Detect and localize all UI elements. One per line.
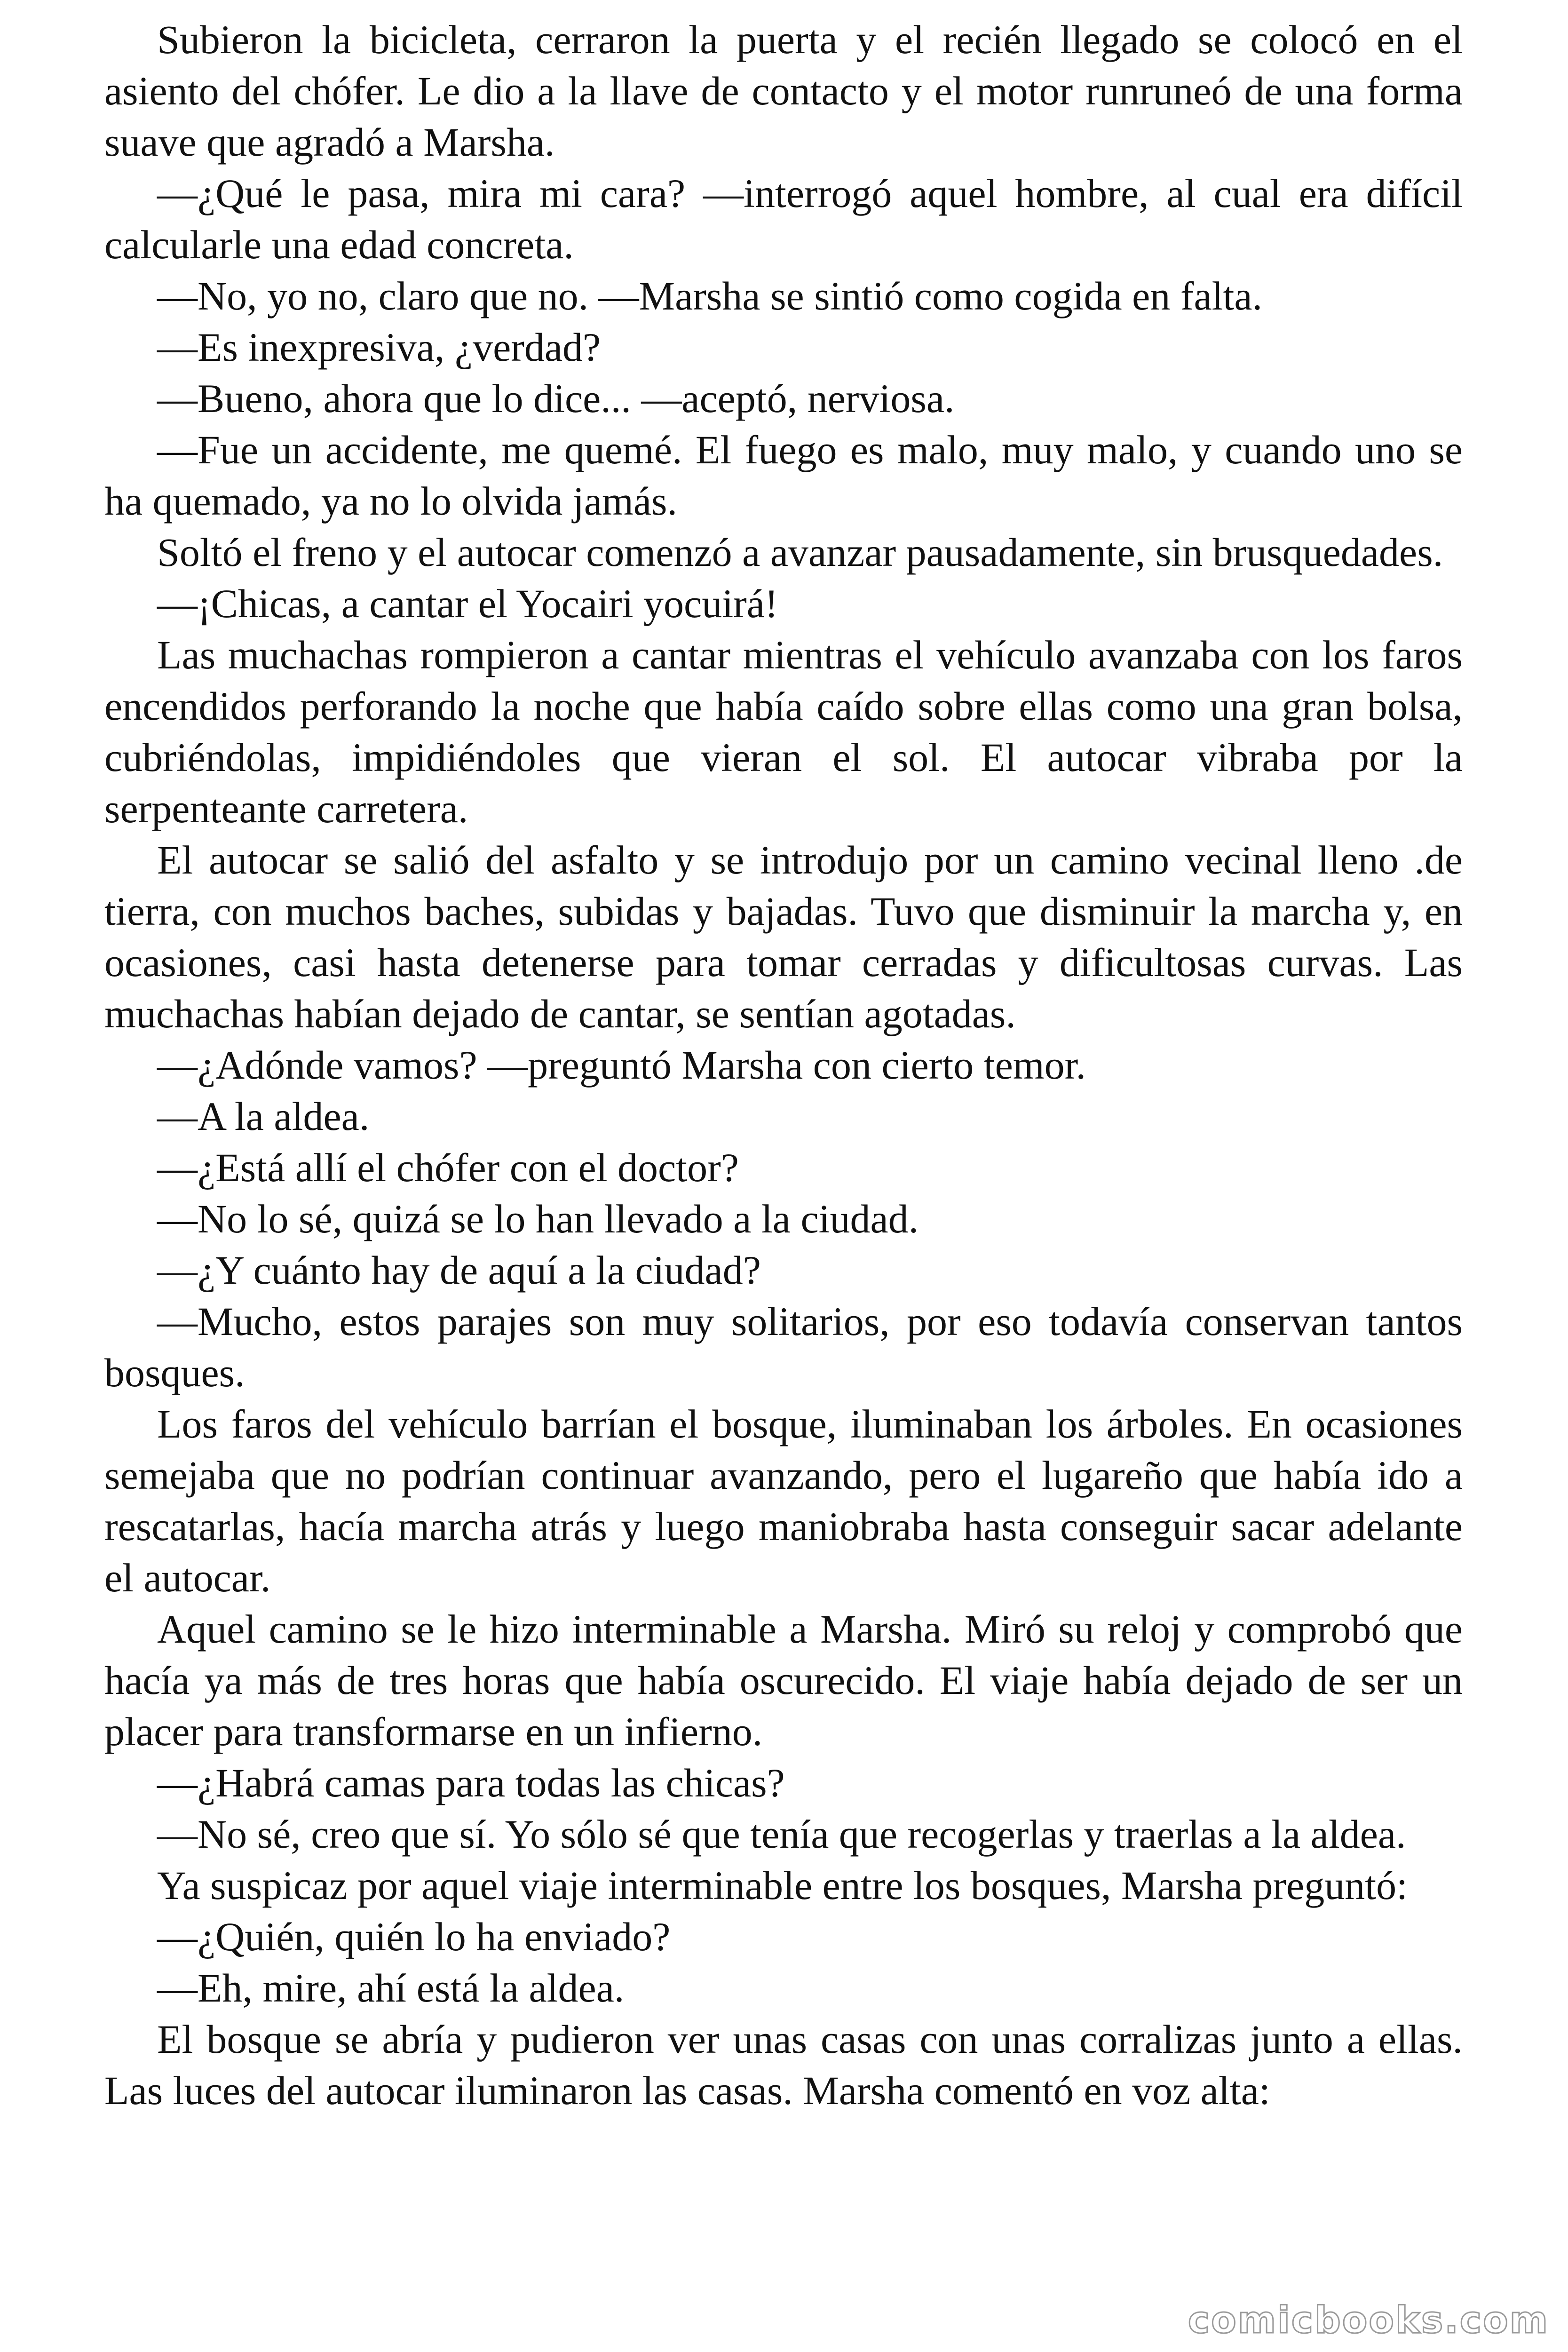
- paragraph: —¿Está allí el chófer con el doctor?: [157, 1145, 739, 1190]
- watermark: comicbooks.com: [1188, 2299, 1549, 2342]
- paragraph: —¡Chicas, a cantar el Yocairi yocuirá!: [157, 581, 778, 626]
- paragraph: El bosque se abría y pudieron ver unas casas con unas corralizas junto a ellas. Las luces del autocar iluminaron las casas. Marsha comentó en voz alta:: [104, 2017, 1463, 2113]
- paragraph: —Fue un accidente, me quemé. El fuego es malo, muy malo, y cuando uno se ha quemado, ya no lo olvida jamás.: [104, 427, 1463, 524]
- paragraph: —¿Y cuánto hay de aquí a la ciudad?: [157, 1248, 761, 1293]
- paragraph: Ya suspicaz por aquel viaje interminable entre los bosques, Marsha preguntó:: [157, 1863, 1408, 1908]
- paragraph: —A la aldea.: [157, 1094, 370, 1139]
- paragraph: Aquel camino se le hizo interminable a Marsha. Miró su reloj y comprobó que hacía ya más de tres horas que había oscurecido. El viaje había dejado de ser un placer para transformarse en un infierno.: [104, 1606, 1463, 1754]
- body-text: [104, 14, 1463, 2116]
- paragraph: —Mucho, estos parajes son muy solitarios, por eso todavía conservan tantos bosques.: [104, 1299, 1463, 1395]
- paragraph: —¿Quién, quién lo ha enviado?: [157, 1914, 671, 1959]
- paragraph: Soltó el freno y el autocar comenzó a avanzar pausadamente, sin brusquedades.: [157, 530, 1443, 575]
- paragraph: —No lo sé, quizá se lo han llevado a la ciudad.: [157, 1196, 919, 1241]
- paragraph: Los faros del vehículo barrían el bosque, iluminaban los árboles. En ocasiones semejaba que no podrían continuar avanzando, pero el lugareño que había ido a rescatarlas, hacía marcha atrás y luego maniobraba hasta conseguir sacar adelante el autocar.: [104, 1401, 1463, 1600]
- paragraph: —¿Qué le pasa, mira mi cara? —interrogó aquel hombre, al cual era difícil calcularle una edad concreta.: [104, 171, 1463, 267]
- paragraph: —¿Adónde vamos? —preguntó Marsha con cierto temor.: [157, 1042, 1086, 1088]
- paragraph: —Es inexpresiva, ¿verdad?: [157, 325, 601, 370]
- paragraph: —No sé, creo que sí. Yo sólo sé que tenía que recogerlas y traerlas a la aldea.: [157, 1812, 1406, 1857]
- paragraph: Subieron la bicicleta, cerraron la puerta y el recién llegado se colocó en el asiento del chófer. Le dio a la llave de contacto y el motor runruneó de una forma suave que agradó a Marsha.: [104, 17, 1463, 165]
- paragraph: El autocar se salió del asfalto y se introdujo por un camino vecinal lleno .de tierra, con muchos baches, subidas y bajadas. Tuvo que disminuir la marcha y, en ocasiones, casi hasta detenerse para tomar cerradas y dificultosas curvas. Las muchachas habían dejado de cantar, se sentían agotadas.: [104, 837, 1463, 1036]
- paragraph: —Eh, mire, ahí está la aldea.: [157, 1965, 625, 2010]
- paragraph: —¿Habrá camas para todas las chicas?: [157, 1760, 785, 1805]
- paragraph: —Bueno, ahora que lo dice... —aceptó, nerviosa.: [157, 376, 955, 421]
- paragraph: —No, yo no, claro que no. —Marsha se sintió como cogida en falta.: [157, 273, 1263, 318]
- paragraph: Las muchachas rompieron a cantar mientras el vehículo avanzaba con los faros encendidos perforando la noche que había caído sobre ellas como una gran bolsa, cubriéndolas, impidiéndoles que vieran el sol. El autocar vibraba por la serpenteante carretera.: [104, 632, 1463, 831]
